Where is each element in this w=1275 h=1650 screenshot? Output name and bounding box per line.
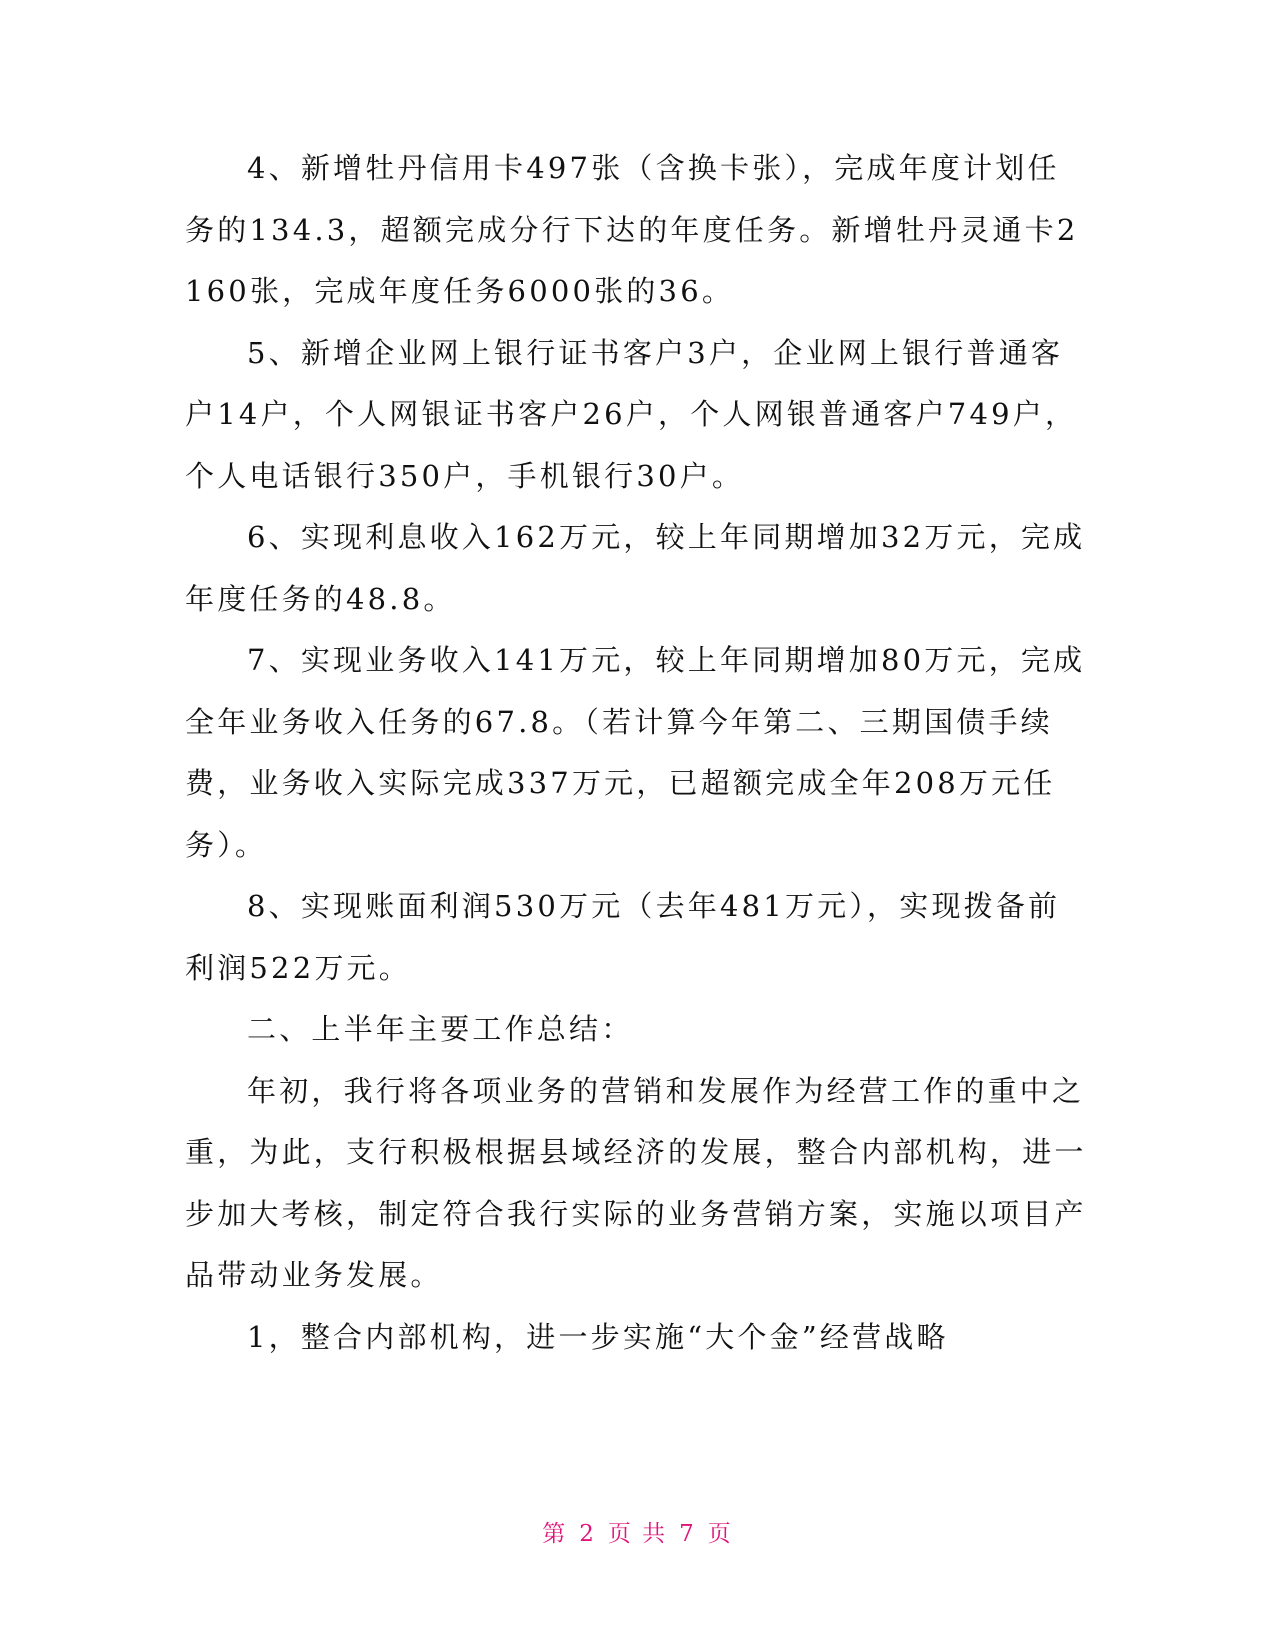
paragraph-credit-cards: 4、新增牡丹信用卡497张（含换卡张），完成年度计划任务的134.3，超额完成分行下达的年度任务。新增牡丹灵通卡2160张，完成年度任务6000张的36。 (185, 151, 1079, 308)
subheading-integrate-institutions: 1，整合内部机构，进一步实施“大个金”经营战略 (247, 1319, 949, 1354)
paragraph-profit: 8、实现账面利润530万元（去年481万元），实现拨备前利润522万元。 (185, 889, 1061, 985)
paragraph-business-income: 7、实现业务收入141万元，较上年同期增加80万元，完成全年业务收入任务的67.8。（若计算今年第二、三期国债手续费，业务收入实际完成337万元，已超额完成全年208万元任务）。 (185, 643, 1086, 862)
paragraph-year-start: 年初，我行将各项业务的营销和发展作为经营工作的重中之重，为此，支行积极根据县域经济的发展，整合内部机构，进一步加大考核，制定符合我行实际的业务营销方案，实施以项目产品带动业务发展。 (185, 1073, 1087, 1292)
footer-suffix: 页 (707, 1521, 733, 1547)
footer-prefix: 第 (542, 1521, 568, 1547)
page-footer (0, 1515, 1275, 1548)
footer-total-pages: 7 (679, 1521, 696, 1547)
footer-page-number: 2 (579, 1521, 596, 1547)
footer-middle: 页 共 (607, 1521, 668, 1547)
paragraph-interest-income: 6、实现利息收入162万元，较上年同期增加32万元，完成年度任务的48.8。 (185, 520, 1086, 616)
paragraph-online-banking: 5、新增企业网上银行证书客户3户，企业网上银行普通客户14户，个人网银证书客户26户，个人网银普通客户749户，个人电话银行350户，手机银行30户。 (185, 335, 1078, 493)
document-body (185, 138, 1090, 1368)
section-heading-work-summary: 二、上半年主要工作总结： (247, 1012, 634, 1046)
